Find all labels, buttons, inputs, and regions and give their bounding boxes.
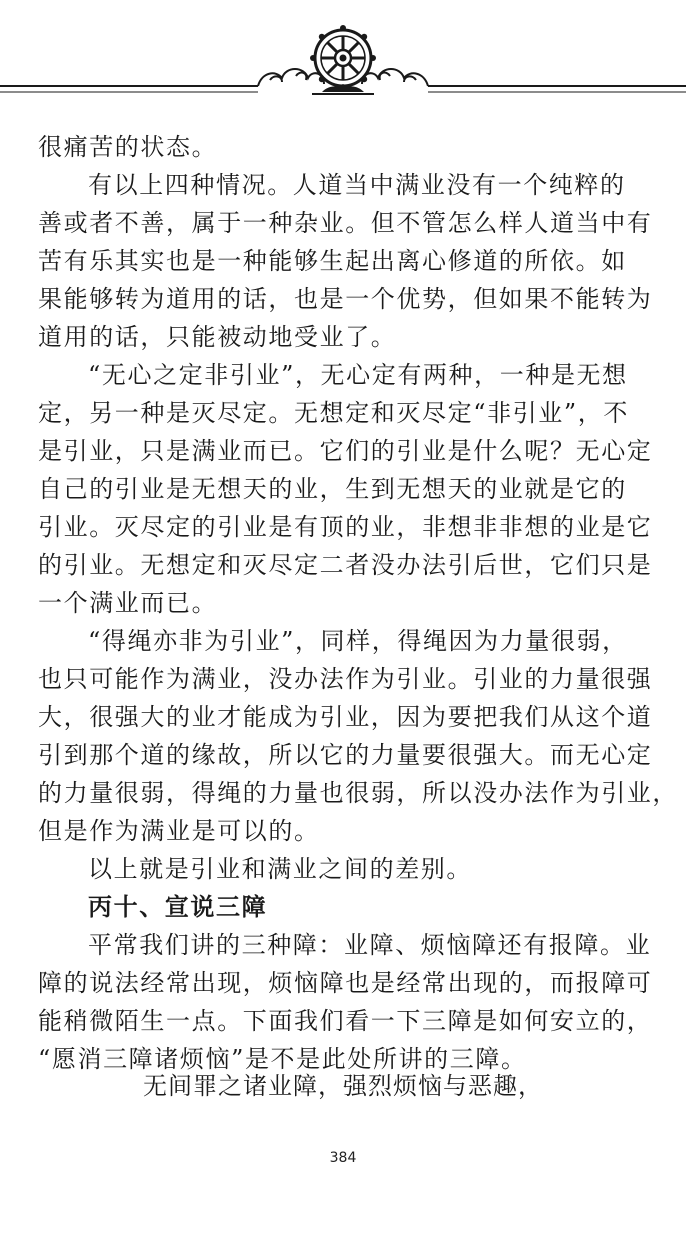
body-text-line: 是引业，只是满业而已。它们的引业是什么呢？无心定 bbox=[38, 437, 653, 465]
body-text-line: 果能够转为道用的话，也是一个优势，但如果不能转为 bbox=[38, 285, 653, 313]
body-text-line: 很痛苦的状态。 bbox=[38, 133, 218, 161]
dharma-wheel-icon bbox=[310, 25, 376, 94]
body-text-line: 障的说法经常出现，烦恼障也是经常出现的，而报障可 bbox=[38, 969, 653, 997]
left-cloud-ornament bbox=[258, 69, 324, 86]
body-text-line: 的力量很弱，得绳的力量也很弱，所以没办法作为引业， bbox=[38, 779, 678, 807]
body-text-line: 以上就是引业和满业之间的差别。 bbox=[88, 855, 472, 883]
body-text-line: 善或者不善，属于一种杂业。但不管怎么样人道当中有 bbox=[38, 209, 653, 237]
body-text-line: 的引业。无想定和灭尽定二者没办法引后世，它们只是 bbox=[38, 551, 653, 579]
page-number: 384 bbox=[329, 1150, 357, 1166]
body-text-line: 也只可能作为满业，没办法作为引业。引业的力量很强 bbox=[38, 665, 653, 693]
body-text-line: 引到那个道的缘故，所以它的力量要很强大。而无心定 bbox=[38, 741, 653, 769]
body-text-line: 平常我们讲的三种障：业障、烦恼障还有报障。业 bbox=[88, 931, 652, 959]
body-text-line: 大，很强大的业才能成为引业，因为要把我们从这个道 bbox=[38, 703, 653, 731]
body-text-line: 有以上四种情况。人道当中满业没有一个纯粹的 bbox=[88, 171, 626, 199]
body-text-line: 一个满业而已。 bbox=[38, 589, 218, 617]
body-text-line: 定，另一种是灭尽定。无想定和灭尽定“非引业”，不 bbox=[38, 399, 629, 427]
header-ornament bbox=[0, 0, 686, 110]
verse-line: 无间罪之诸业障，强烈烦恼与恶趣， bbox=[143, 1072, 543, 1100]
body-text-line: 但是作为满业是可以的。 bbox=[38, 817, 320, 845]
body-text-line: 能稍微陌生一点。下面我们看一下三障是如何安立的， bbox=[38, 1007, 653, 1035]
body-text-line: “愿消三障诸烦恼”是不是此处所讲的三障。 bbox=[38, 1045, 527, 1073]
body-text-line: “得绳亦非为引业”，同样，得绳因为力量很弱， bbox=[88, 627, 628, 655]
body-text-line: 苦有乐其实也是一种能够生起出离心修道的所依。如 bbox=[38, 247, 627, 275]
section-heading: 丙十、宣说三障 bbox=[88, 893, 268, 921]
body-text-line: 引业。灭尽定的引业是有顶的业，非想非非想的业是它 bbox=[38, 513, 653, 541]
body-text-line: 道用的话，只能被动地受业了。 bbox=[38, 323, 397, 351]
page-body bbox=[38, 128, 678, 1078]
body-text-line: “无心之定非引业”，无心定有两种，一种是无想 bbox=[88, 361, 628, 389]
right-cloud-ornament bbox=[362, 69, 428, 86]
body-text-line: 自己的引业是无想天的业，生到无想天的业就是它的 bbox=[38, 475, 627, 503]
